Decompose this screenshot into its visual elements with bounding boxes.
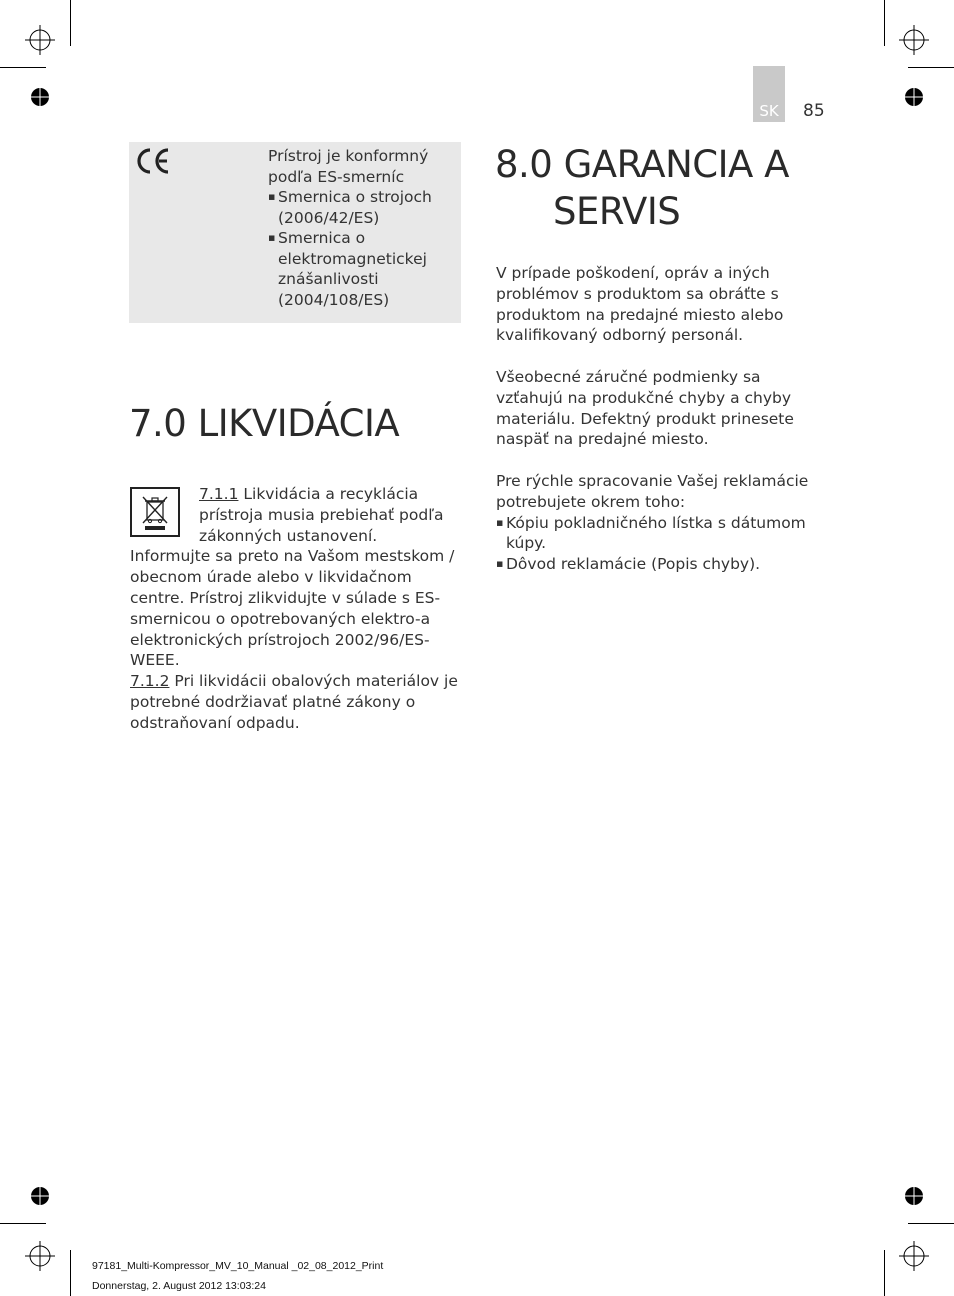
trim-mark — [70, 1250, 71, 1296]
registration-crosshair-icon — [899, 25, 929, 55]
trim-mark — [0, 67, 46, 68]
registration-dot-icon — [904, 87, 924, 107]
ce-directive-list — [268, 187, 458, 310]
paragraph-text: Pri likvidácii obalových materiálov je potrebné dodržiavať platné zákony o odstraňovaní odpadu. — [130, 672, 458, 732]
trim-mark — [884, 0, 885, 46]
section-ref: 7.1.1 — [199, 485, 239, 503]
warranty-paragraph-2: Všeobecné záručné podmienky sa vzťahujú na produkčné chyby a chyby materiálu. Defektný produkt prinesete naspäť na predajné miesto. — [496, 367, 794, 449]
ce-intro: Prístroj je konformný podľa ES-smerníc — [268, 147, 429, 186]
warranty-paragraph-1: V prípade poškodení, opráv a iných problémov s produktom sa obráťte s produktom na predajné miesto alebo kvalifikovaný odborný personál. — [496, 264, 784, 345]
page-number: 85 — [803, 101, 825, 121]
trim-mark — [0, 1223, 46, 1224]
section-ref: 7.1.2 — [130, 672, 170, 691]
title-line: SERVIS — [553, 190, 681, 233]
paragraph-text: Likvidácia a recyklácia prístroja musia prebiehať podľa zákonných ustanovení. Informujte sa preto na Vašom mestskom / obecnom úrade alebo v likvidačnom centre. Prístroj zlikvidujte v súlade s ES-smernicou o opotrebovaných elektro-a elektronických prístrojoch 2002/96/ES-WEEE. — [130, 485, 455, 670]
trim-mark — [884, 1250, 885, 1296]
ce-mark-icon — [133, 146, 173, 176]
trim-mark — [908, 67, 954, 68]
registration-dot-icon — [30, 1186, 50, 1206]
warranty-paragraph-3: Pre rýchle spracovanie Vašej reklamácie potrebujete okrem toho: — [496, 471, 809, 511]
ce-conformity-text — [268, 146, 458, 310]
list-item: ▪ Dôvod reklamácie (Popis chyby). — [496, 554, 814, 575]
registration-dot-icon — [904, 1186, 924, 1206]
section-title-disposal: 7.0 LIKVIDÁCIA — [129, 402, 400, 445]
footer-timestamp: Donnerstag, 2. August 2012 13:03:24 — [92, 1280, 266, 1292]
list-item: ▪ Smernica o strojoch (2006/42/ES) — [268, 187, 458, 228]
list-item: ▪ Kópiu pokladničného lístka s dátumom kúpy. — [496, 513, 814, 555]
registration-dot-icon — [30, 87, 50, 107]
warranty-text — [496, 263, 814, 575]
registration-crosshair-icon — [25, 25, 55, 55]
trim-mark — [908, 1223, 954, 1224]
section-title-warranty — [495, 141, 815, 235]
print-footer — [92, 1256, 383, 1296]
title-line: 8.0 GARANCIA A — [495, 143, 789, 186]
footer-filename: 97181_Multi-Kompressor_MV_10_Manual _02_08_2012_Print — [92, 1260, 384, 1272]
list-item: ▪ Smernica o elektromagnetickej znášanlivosti (2004/108/ES) — [268, 228, 458, 310]
disposal-text — [130, 484, 462, 734]
language-label: SK — [759, 102, 779, 120]
warranty-list — [496, 513, 814, 575]
registration-crosshair-icon — [899, 1241, 929, 1271]
registration-crosshair-icon — [25, 1241, 55, 1271]
disposal-paragraph-2 — [130, 671, 462, 733]
trim-mark — [70, 0, 71, 46]
